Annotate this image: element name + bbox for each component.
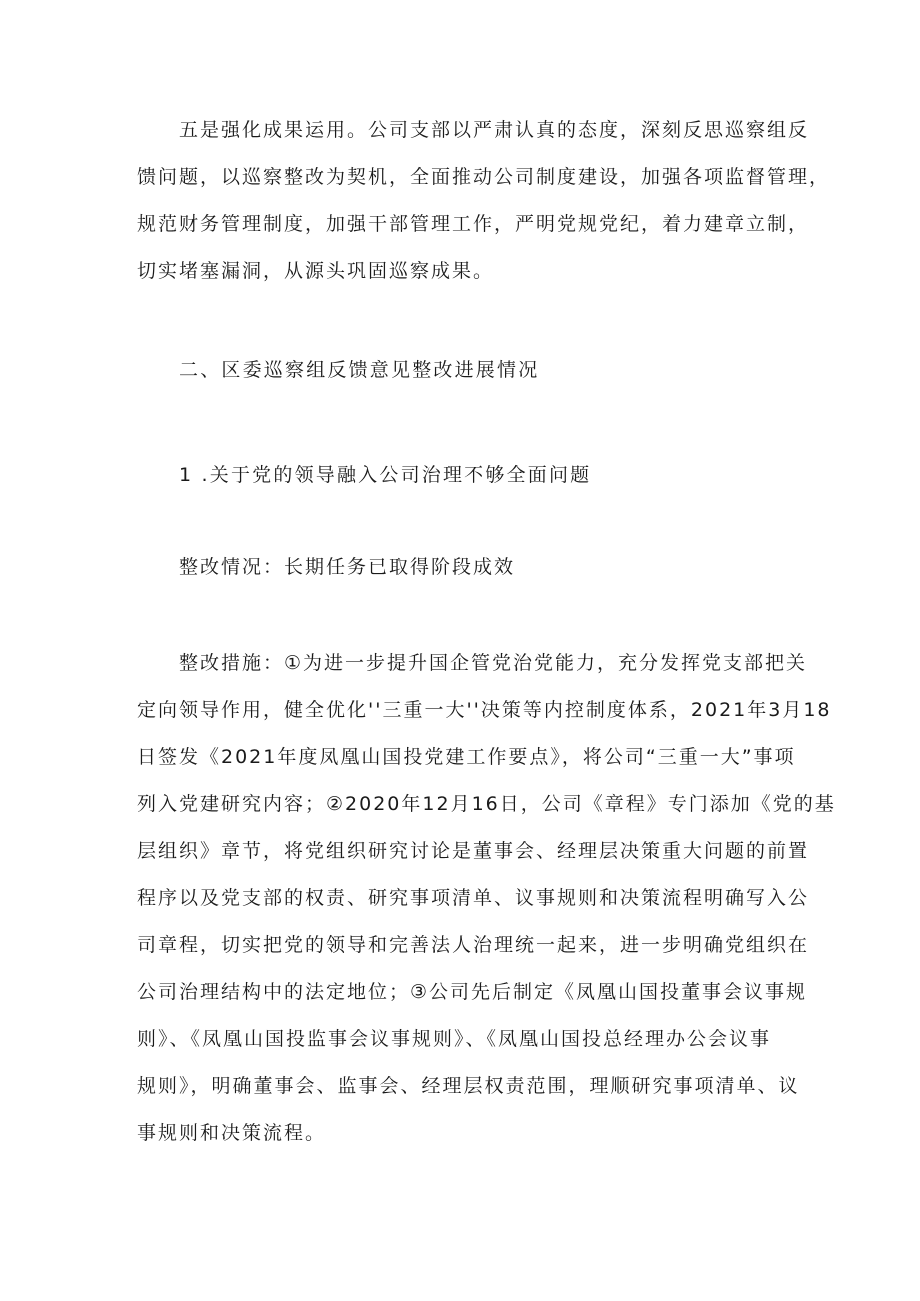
rectification-status: 整改情况：长期任务已取得阶段成效 <box>179 556 516 578</box>
paragraph-five-line-1: 五是强化成果运用。公司支部以严肃认真的态度，深刻反思巡察组反 <box>179 119 810 141</box>
measures-line-4: 列入党建研究内容；②2020年12月16日，公司《章程》专门添加《党的基 <box>137 793 836 815</box>
measures-line-3: 日签发《2021年度凤凰山国投党建工作要点》，将公司“三重一大”事项 <box>137 746 796 768</box>
measures-line-10: 规则》，明确董事会、监事会、经理层权责范围，理顺研究事项清单、议 <box>137 1075 800 1097</box>
section-two-title: 二、区委巡察组反馈意见整改进展情况 <box>179 359 540 381</box>
paragraph-five-line-4: 切实堵塞漏洞，从源头巩固巡察成果。 <box>137 260 495 282</box>
measures-line-2: 定向领导作用，健全优化''三重一大''决策等内控制度体系，2021年3月18 <box>137 699 832 721</box>
measures-line-11: 事规则和决策流程。 <box>137 1122 327 1144</box>
measures-line-7: 司章程，切实把党的领导和完善法人治理统一起来，进一步明确党组织在 <box>137 934 810 956</box>
item-one-title: 1 .关于党的领导融入公司治理不够全面问题 <box>179 464 592 486</box>
measures-line-9: 则》、《凤凰山国投监事会议事规则》、《凤凰山国投总经理办公会议事 <box>137 1028 772 1050</box>
measures-line-5: 层组织》章节，将党组织研究讨论是董事会、经理层决策重大问题的前置 <box>137 840 810 862</box>
paragraph-five-line-2: 馈问题，以巡察整改为契机，全面推动公司制度建设，加强各项监督管理， <box>137 166 831 188</box>
measures-line-8: 公司治理结构中的法定地位；③公司先后制定《凤凰山国投董事会议事规 <box>137 981 808 1003</box>
measures-line-1: 整改措施：①为进一步提升国企管党治党能力，充分发挥党支部把关 <box>179 652 808 674</box>
paragraph-five-line-3: 规范财务管理制度，加强干部管理工作，严明党规党纪，着力建章立制， <box>137 213 810 235</box>
measures-line-6: 程序以及党支部的权责、研究事项清单、议事规则和决策流程明确写入公 <box>137 887 810 909</box>
